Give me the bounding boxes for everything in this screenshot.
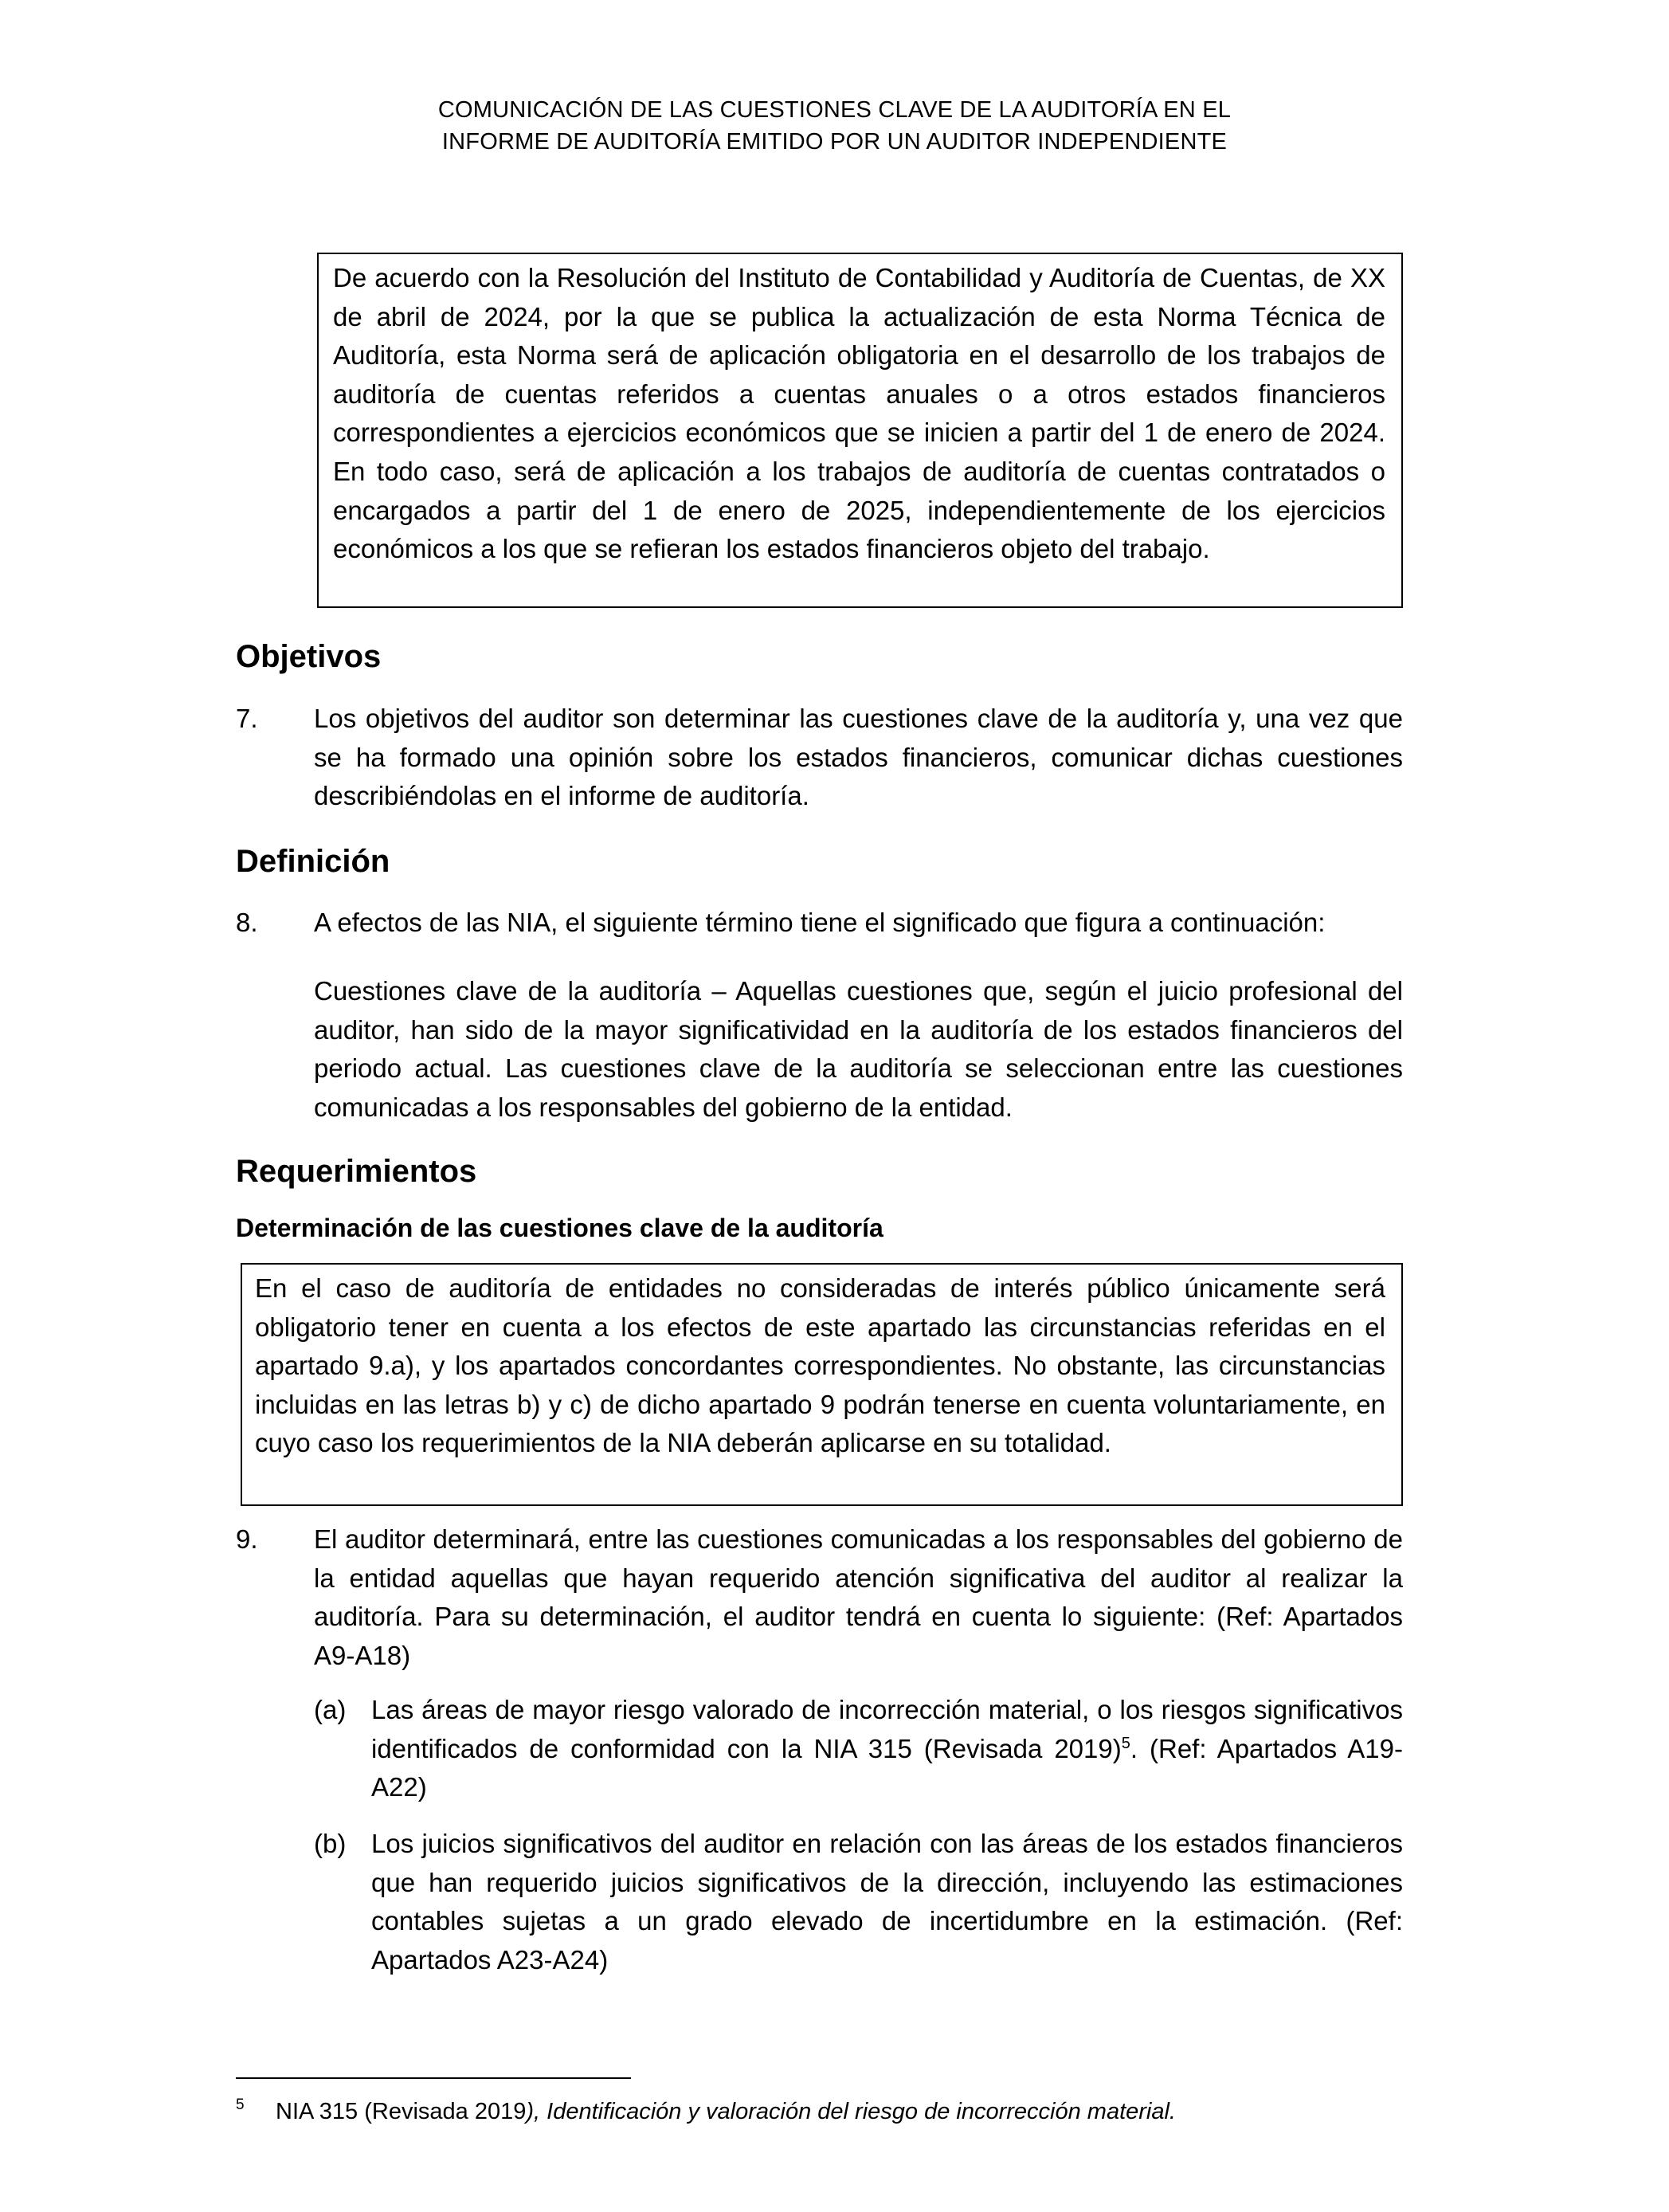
list-item-text-before: Las áreas de mayor riesgo valorado de incorrección material, o los riesgos significativos identificados de conformidad con la NIA 315 (Revisada 2019)	[371, 1695, 1403, 1763]
footnote-number: 5	[236, 2096, 245, 2113]
list-item-text: Los juicios significativos del auditor en relación con las áreas de los estados financieros que han requerido juicios significativos de la dirección, incluyendo las estimaciones contables sujetas a un grado elevado de incertidumbre en la estimación. (Ref: Apartados A23-A24)	[371, 1829, 1403, 1975]
heading-requerimientos: Requerimientos	[236, 1154, 477, 1189]
list-item-text	[371, 1691, 1403, 1807]
public-interest-notice-text: En el caso de auditoría de entidades no consideradas de interés público únicamente será obligatorio tener en cuenta a los efectos de este apartado las circunstancias referidas en el apartado 9.a), y los apartados concordantes correspondientes. No obstante, las circunstancias incluidas en las letras b) y c) de dicho apartado 9 podrán tenerse en cuenta voluntariamente, en cuyo caso los requerimientos de la NIA deberán aplicarse en su totalidad.	[255, 1273, 1385, 1458]
definition-text: Cuestiones clave de la auditoría – Aquellas cuestiones que, según el juicio profesional del auditor, han sido de la mayor significatividad en la auditoría de los estados financieros del periodo actual. Las cuestiones clave de la auditoría se seleccionan entre las cuestiones comunicadas a los responsables del gobierno de la entidad.	[314, 976, 1403, 1122]
heading-definicion: Definición	[236, 844, 390, 879]
footnote-text-regular: NIA 315 (Revisada 2019	[276, 2099, 527, 2124]
paragraph-text: El auditor determinará, entre las cuestiones comunicadas a los responsables del gobierno de la entidad aquellas que hayan requerido atención significativa del auditor al realizar la auditoría. Para su determinación, el auditor tendrá en cuenta lo siguiente: (Ref: Apartados A9-A18)	[314, 1524, 1403, 1670]
footnote	[236, 2096, 1407, 2128]
header-line-2: INFORME DE AUDITORÍA EMITIDO POR UN AUDITOR INDEPENDIENTE	[441, 129, 1228, 155]
heading-objetivos: Objetivos	[236, 639, 382, 674]
footnote-separator	[236, 2077, 631, 2079]
paragraph-number: 9.	[236, 1524, 258, 1554]
subheading-determinacion: Determinación de las cuestiones clave de la auditoría	[236, 1214, 883, 1242]
paragraph-9	[236, 1520, 1403, 1675]
page-header	[0, 94, 1669, 158]
list-item-b	[314, 1825, 1403, 1979]
paragraph-text: A efectos de las NIA, el siguiente término tiene el significado que figura a continuación:	[314, 908, 1326, 937]
paragraph-text: Los objetivos del auditor son determinar las cuestiones clave de la auditoría y, una vez que se ha formado una opinión sobre los estados financieros, comunicar dichas cuestiones describiéndolas en el informe de auditoría.	[314, 704, 1403, 811]
definition-block	[236, 972, 1403, 1127]
list-item-text-after: . (Ref: Apartados A19-A22)	[371, 1733, 1403, 1802]
list-item-a	[314, 1691, 1403, 1807]
applicability-notice-box	[317, 253, 1403, 608]
paragraph-number: 7.	[236, 704, 258, 733]
list-item-letter: (b)	[314, 1829, 347, 1858]
paragraph-7	[236, 700, 1403, 816]
applicability-notice-text: De acuerdo con la Resolución del Instituto de Contabilidad y Auditoría de Cuentas, de XX de abril de 2024, por la que se publica la actualización de esta Norma Técnica de Auditoría, esta Norma será de aplicación obligatoria en el desarrollo de los trabajos de auditoría de cuentas referidos a cuentas anuales o a otros estados financieros correspondientes a ejercicios económicos que se inicien a partir del 1 de enero de 2024. En todo caso, será de aplicación a los trabajos de auditoría de cuentas contratados o encargados a partir del 1 de enero de 2025, independientemente de los ejercicios económicos a los que se refieran los estados financieros objeto del trabajo.	[333, 263, 1385, 564]
paragraph-8	[236, 904, 1403, 943]
footnote-reference[interactable]: 5	[1121, 1734, 1130, 1752]
footnote-text	[276, 2096, 1407, 2128]
paragraph-number: 8.	[236, 908, 258, 937]
footnote-text-italic: ), Identificación y valoración del riesgo de incorrección material.	[526, 2099, 1176, 2124]
header-line-1: COMUNICACIÓN DE LAS CUESTIONES CLAVE DE LA AUDITORÍA EN EL	[437, 97, 1232, 123]
public-interest-notice-box	[241, 1263, 1403, 1506]
list-item-letter: (a)	[314, 1695, 347, 1724]
